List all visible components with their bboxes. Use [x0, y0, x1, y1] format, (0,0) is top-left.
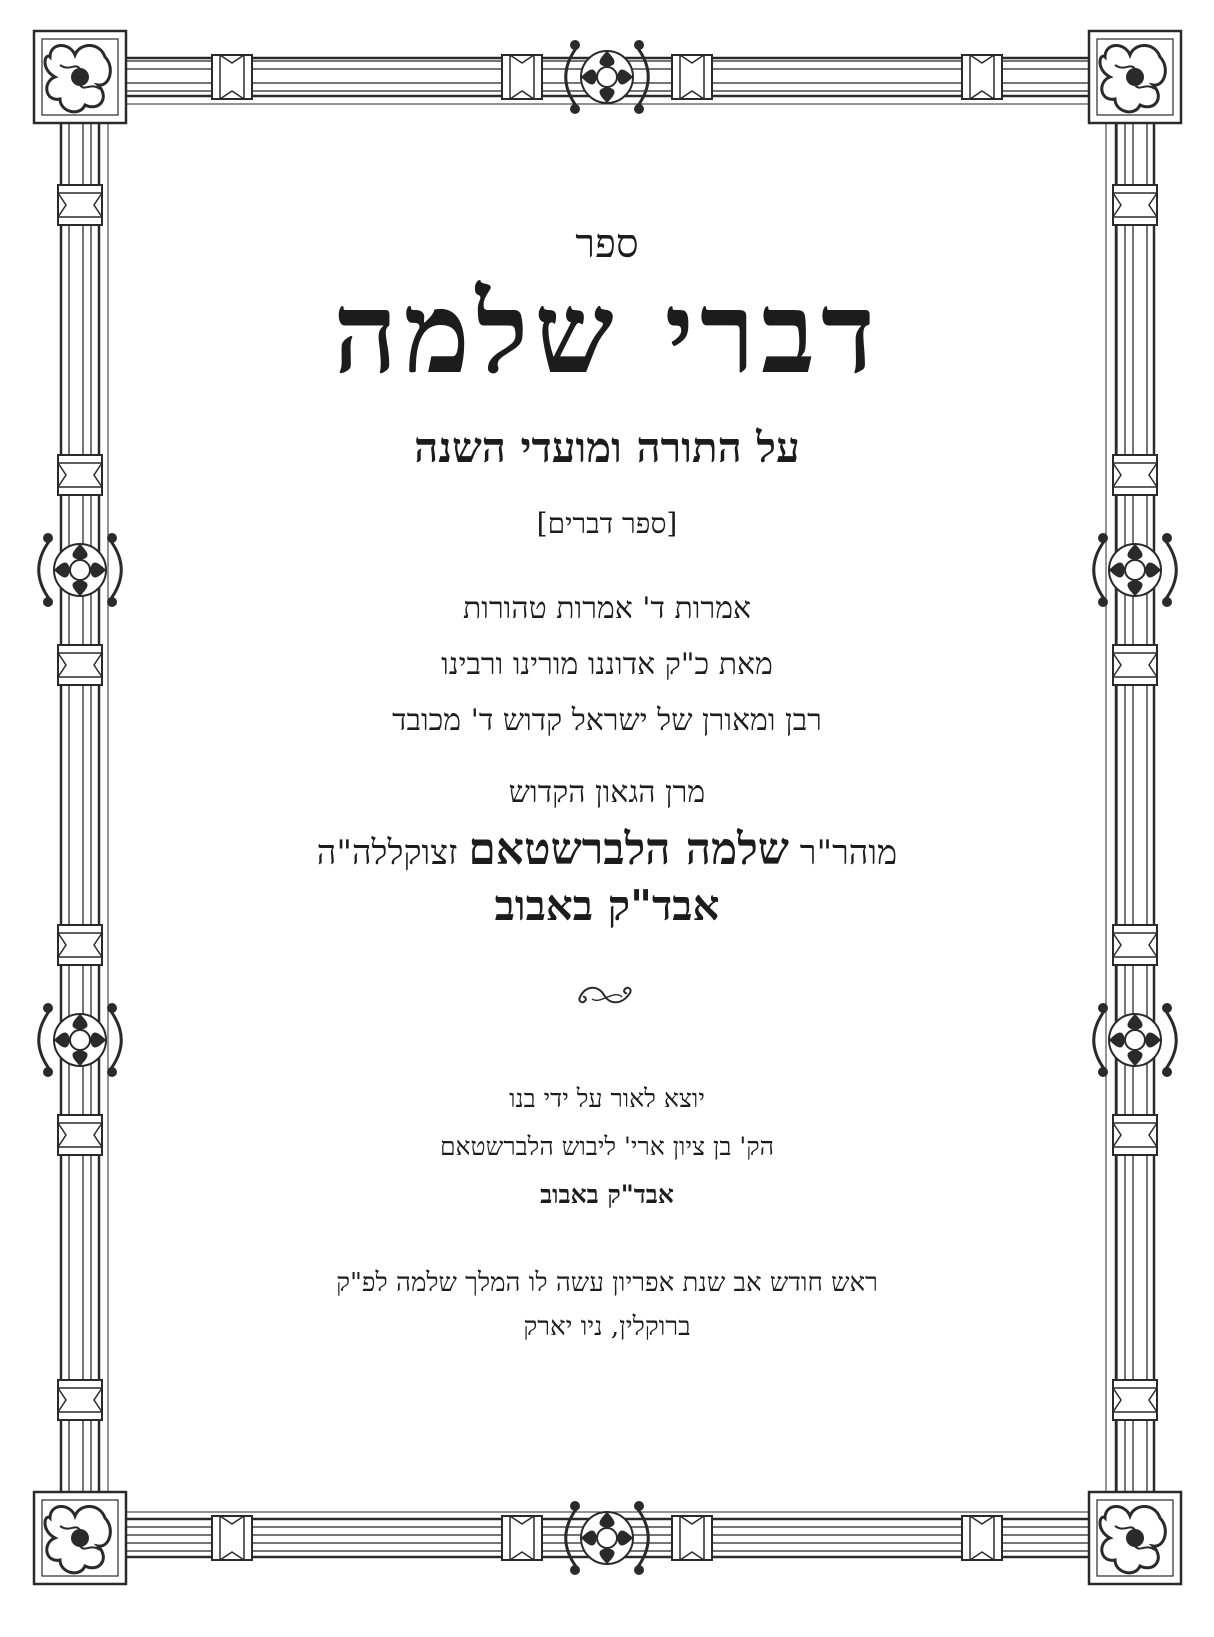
author-suffix: זצוקללה"ה — [316, 832, 458, 873]
publisher-line-2: הק' בן ציון ארי' ליבוש הלברשטאם — [439, 1131, 775, 1161]
publication-place: ברוקלין, ניו יארק — [523, 1311, 691, 1342]
author-title: אבד"ק באבוב — [494, 880, 720, 930]
publication-date: ראש חודש אב שנת אפריון עשה לו המלך שלמה לפ"ק — [336, 1267, 878, 1298]
author-name: שלמה הלברשטאם — [468, 823, 789, 875]
flourish-ornament-icon — [170, 975, 1044, 1015]
praise-line-3: רבן ומאורן של ישראל קדוש ד' מכובד — [392, 702, 822, 738]
sefer-label: ספר — [575, 221, 639, 267]
praise-line-1: אמרות ד' אמרות טהורות — [462, 590, 752, 626]
author-intro: מרן הגאון הקדוש — [508, 774, 706, 810]
publisher-line-3: אבד"ק באבוב — [540, 1179, 674, 1209]
title-page-content — [170, 200, 1044, 1349]
book-title: דברי שלמה — [333, 268, 881, 399]
publisher-line-1: יוצא לאור על ידי בנו — [509, 1083, 705, 1113]
author-prefix: מוהר"ר — [799, 832, 898, 873]
volume-label: [ספר דברים] — [536, 506, 678, 540]
author-line — [170, 824, 1044, 875]
book-subtitle: על התורה ומועדי השנה — [414, 422, 800, 472]
praise-line-2: מאת כ"ק אדוננו מורינו ורבינו — [441, 646, 773, 682]
